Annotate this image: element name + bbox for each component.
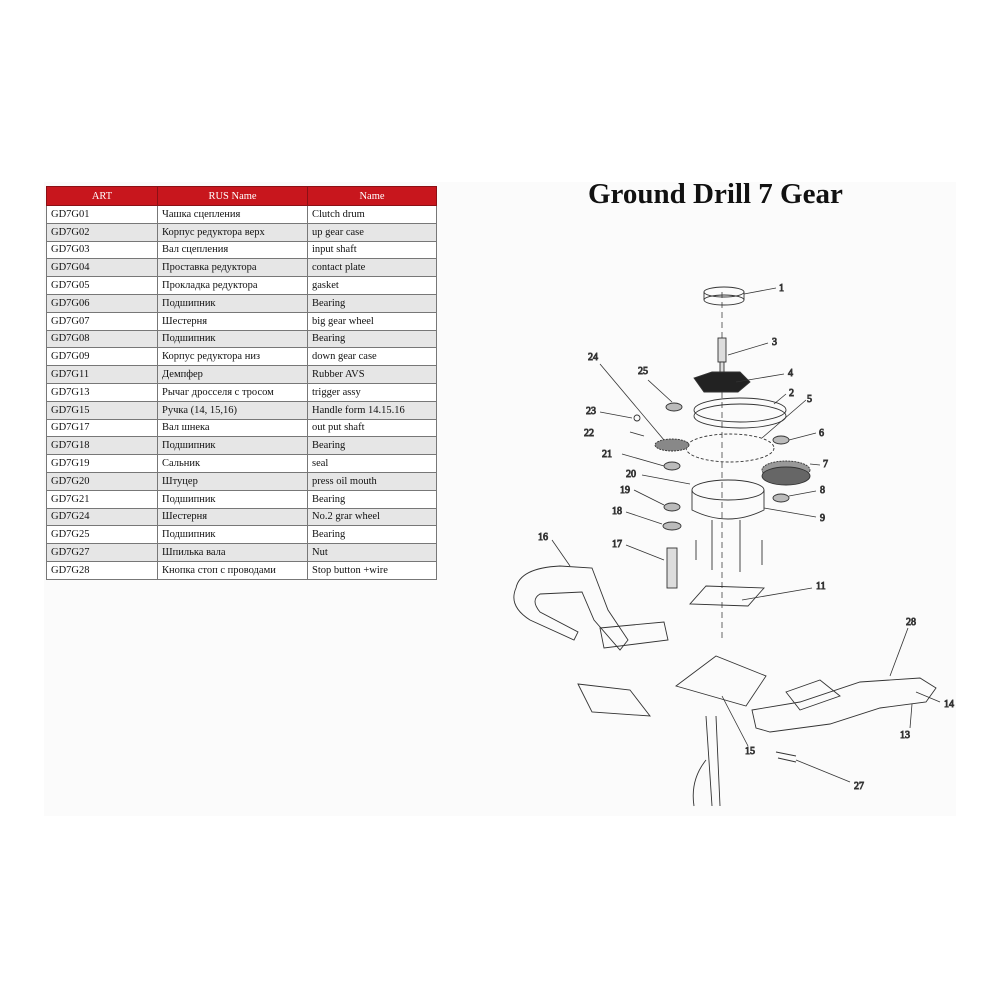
- cell-name: down gear case: [308, 348, 437, 366]
- contact-plate: [694, 372, 750, 392]
- callout-5: 5: [807, 394, 812, 405]
- shaft-nut: [776, 752, 796, 762]
- bearing-8: [773, 494, 789, 502]
- callout-15: 15: [745, 746, 755, 757]
- cell-name: seal: [308, 455, 437, 473]
- cell-rus-name: Сальник: [158, 455, 308, 473]
- cell-art: GD7G03: [47, 241, 158, 259]
- cell-art: GD7G28: [47, 561, 158, 579]
- handle-left: [514, 566, 668, 650]
- cell-art: GD7G04: [47, 259, 158, 277]
- callout-3: 3: [772, 337, 777, 348]
- cell-art: GD7G08: [47, 330, 158, 348]
- cell-art: GD7G21: [47, 490, 158, 508]
- cell-rus-name: Проставка редуктора: [158, 259, 308, 277]
- callout-27: 27: [854, 781, 864, 792]
- callout-20: 20: [626, 469, 636, 480]
- callout-23: 23: [586, 406, 596, 417]
- cell-rus-name: Корпус редуктора верх: [158, 223, 308, 241]
- cell-art: GD7G27: [47, 544, 158, 562]
- cell-name: Bearing: [308, 330, 437, 348]
- cell-art: GD7G02: [47, 223, 158, 241]
- callout-24: 24: [588, 352, 598, 363]
- cell-rus-name: Подшипник: [158, 526, 308, 544]
- cell-art: GD7G24: [47, 508, 158, 526]
- cell-rus-name: Ручка (14, 15,16): [158, 401, 308, 419]
- gear-wheel-no2: [655, 403, 689, 588]
- cell-art: GD7G11: [47, 366, 158, 384]
- input-shaft: [718, 338, 726, 372]
- clutch-drum: [704, 287, 744, 305]
- cell-art: GD7G13: [47, 383, 158, 401]
- bearing-6: [773, 436, 789, 444]
- callout-2: 2: [789, 388, 794, 399]
- seal-part: [630, 432, 644, 436]
- callout-labels: [538, 283, 954, 792]
- cell-name: gasket: [308, 277, 437, 295]
- cell-name: Bearing: [308, 526, 437, 544]
- auger-shaft: [693, 716, 720, 806]
- cell-art: GD7G09: [47, 348, 158, 366]
- cell-rus-name: Шпилька вала: [158, 544, 308, 562]
- cell-rus-name: Шестерня: [158, 508, 308, 526]
- cell-rus-name: Кнопка стоп с проводами: [158, 561, 308, 579]
- rubber-avs: [690, 586, 764, 606]
- cell-rus-name: Штуцер: [158, 472, 308, 490]
- cell-art: GD7G17: [47, 419, 158, 437]
- cell-name: Handle form 14.15.16: [308, 401, 437, 419]
- callout-22: 22: [584, 428, 594, 439]
- column-header-name: Name: [308, 187, 437, 206]
- cell-rus-name: Демпфер: [158, 366, 308, 384]
- cell-rus-name: Подшипник: [158, 294, 308, 312]
- handle-right: [752, 678, 936, 732]
- big-gear-wheel: [762, 461, 810, 485]
- cell-rus-name: Вал сцепления: [158, 241, 308, 259]
- rubber-plate-lower: [578, 684, 650, 716]
- callout-16: 16: [538, 532, 548, 543]
- callout-1: 1: [779, 283, 784, 294]
- cell-art: GD7G20: [47, 472, 158, 490]
- callout-13: 13: [900, 730, 910, 741]
- gasket: [686, 434, 774, 462]
- callout-9: 9: [820, 513, 825, 524]
- cell-name: input shaft: [308, 241, 437, 259]
- down-gear-case: [692, 480, 764, 572]
- callout-28: 28: [906, 617, 916, 628]
- cell-rus-name: Шестерня: [158, 312, 308, 330]
- callout-11: 11: [816, 581, 826, 592]
- column-header-art: ART: [47, 187, 158, 206]
- cell-art: GD7G18: [47, 437, 158, 455]
- cell-art: GD7G07: [47, 312, 158, 330]
- cell-art: GD7G05: [47, 277, 158, 295]
- cell-name: contact plate: [308, 259, 437, 277]
- cell-name: Stop button +wire: [308, 561, 437, 579]
- callout-8: 8: [820, 485, 825, 496]
- cell-art: GD7G25: [47, 526, 158, 544]
- cell-rus-name: Подшипник: [158, 437, 308, 455]
- cell-name: big gear wheel: [308, 312, 437, 330]
- cell-name: Bearing: [308, 490, 437, 508]
- cell-name: Bearing: [308, 437, 437, 455]
- handle-mount-plate: [676, 656, 766, 706]
- column-header-rus-name: RUS Name: [158, 187, 308, 206]
- cell-rus-name: Рычаг дросселя с тросом: [158, 383, 308, 401]
- cell-name: Clutch drum: [308, 206, 437, 224]
- cell-name: Bearing: [308, 294, 437, 312]
- cell-art: GD7G19: [47, 455, 158, 473]
- page-title: Ground Drill 7 Gear: [588, 178, 843, 210]
- callout-18: 18: [612, 506, 622, 517]
- cell-rus-name: Корпус редуктора низ: [158, 348, 308, 366]
- cell-rus-name: Прокладка редуктора: [158, 277, 308, 295]
- cell-rus-name: Подшипник: [158, 490, 308, 508]
- callout-19: 19: [620, 485, 630, 496]
- callout-21: 21: [602, 449, 612, 460]
- cell-name: trigger assy: [308, 383, 437, 401]
- cell-name: Rubber AVS: [308, 366, 437, 384]
- press-oil-mouth: [634, 415, 640, 421]
- cell-art: GD7G15: [47, 401, 158, 419]
- cell-rus-name: Вал шнека: [158, 419, 308, 437]
- cell-name: Nut: [308, 544, 437, 562]
- cell-rus-name: Чашка сцепления: [158, 206, 308, 224]
- callout-4: 4: [788, 368, 793, 379]
- cell-name: press oil mouth: [308, 472, 437, 490]
- cell-name: up gear case: [308, 223, 437, 241]
- cell-rus-name: Подшипник: [158, 330, 308, 348]
- callout-25: 25: [638, 366, 648, 377]
- cell-art: GD7G01: [47, 206, 158, 224]
- callout-6: 6: [819, 428, 824, 439]
- up-gear-case: [694, 398, 786, 428]
- callout-17: 17: [612, 539, 622, 550]
- callout-14: 14: [944, 699, 954, 710]
- callout-7: 7: [823, 459, 828, 470]
- cell-name: No.2 grar wheel: [308, 508, 437, 526]
- cell-art: GD7G06: [47, 294, 158, 312]
- cell-name: out put shaft: [308, 419, 437, 437]
